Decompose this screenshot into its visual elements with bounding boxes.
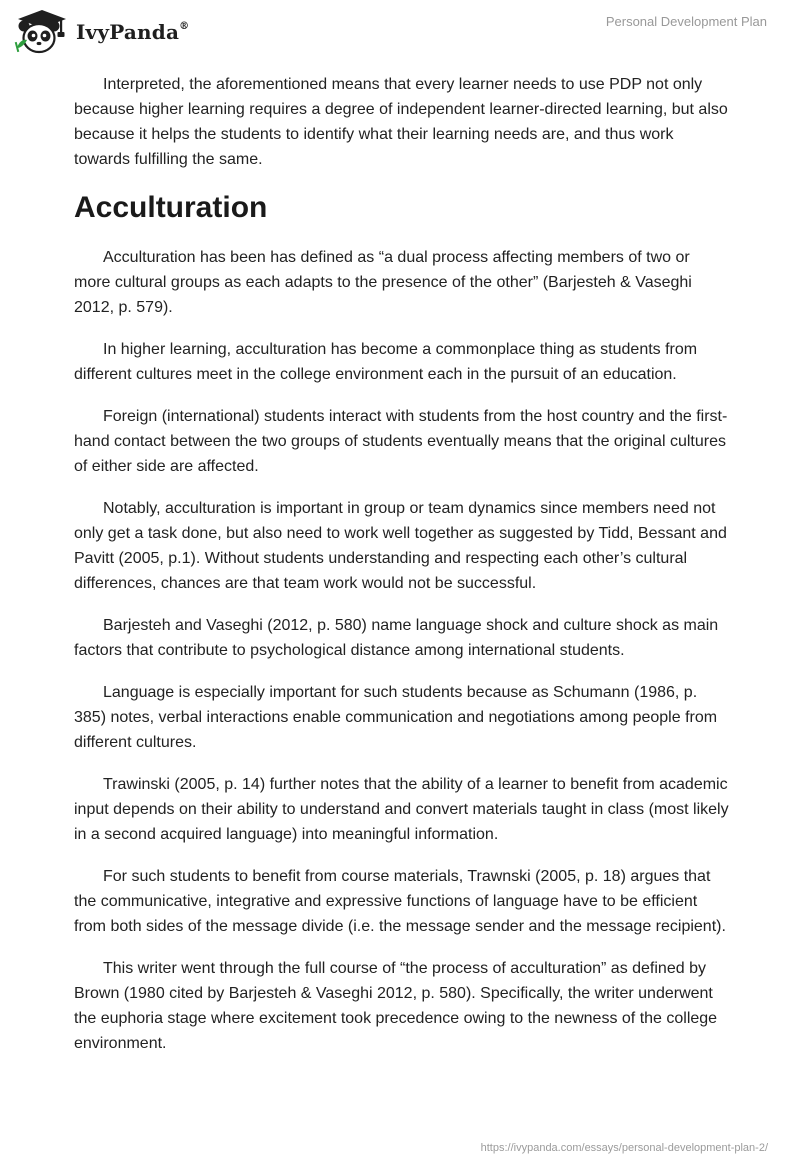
paragraph: Trawinski (2005, p. 14) further notes that the ability of a learner to benefit from academic input depends on their ability to understand and convert materials taught in class (most likely in a second acquired language) into meaningful information. — [74, 776, 729, 843]
trademark-mark: ® — [179, 21, 190, 33]
brand-name: IvyPanda® — [76, 20, 190, 44]
section-heading: Acculturation — [74, 191, 268, 224]
panda-logo-icon — [14, 8, 70, 54]
paragraph: Foreign (international) students interact with students from the host country and the first-hand contact between the two groups of students eventually means that the original cultures of either side are affected. — [74, 408, 728, 475]
brand-logo[interactable] — [14, 8, 189, 54]
paragraph: Acculturation has been has defined as “a dual process affecting members of two or more cultural groups as each adapts to the presence of the other” (Barjesteh & Vaseghi 2012, p. 579). — [74, 249, 692, 316]
paragraph: Language is especially important for such students because as Schumann (1986, p. 385) notes, verbal interactions enable communication and negotiations among people from different cultures. — [74, 684, 718, 751]
page-header — [0, 0, 800, 70]
paragraph: Barjesteh and Vaseghi (2012, p. 580) name language shock and culture shock as main factors that contribute to psychological distance among international students. — [74, 617, 719, 659]
source-url: https://ivypanda.com/essays/personal-development-plan-2/ — [480, 1142, 768, 1154]
document-title: Personal Development Plan — [605, 14, 767, 29]
paragraph: For such students to benefit from course materials, Trawnski (2005, p. 18) argues that the communicative, integrative and expressive functions of language have to be efficient from both sides of the message divide (i.e. the message sender and the message recipient). — [74, 868, 726, 935]
essay-content — [74, 72, 730, 1073]
paragraph: Interpreted, the aforementioned means that every learner needs to use PDP not only because higher learning requires a degree of independent learner-directed learning, but also because it helps the students to identify what their learning needs are, and thus work towards fulfilling the same. — [74, 76, 728, 168]
paragraph: Notably, acculturation is important in group or team dynamics since members need not only get a task done, but also need to work well together as suggested by Tidd, Bessant and Pavitt (2005, p.1). Without students understanding and respecting each other’s cultural differences, chances are that team work would not be successful. — [74, 500, 727, 592]
paragraph: This writer went through the full course of “the process of acculturation” as defined by Brown (1980 cited by Barjesteh & Vaseghi 2012, p. 580). Specifically, the writer underwent the euphoria stage where excitement took precedence owing to the newness of the college environment. — [74, 960, 718, 1052]
paragraph: In higher learning, acculturation has become a commonplace thing as students from different cultures meet in the college environment each in the pursuit of an education. — [74, 341, 698, 383]
